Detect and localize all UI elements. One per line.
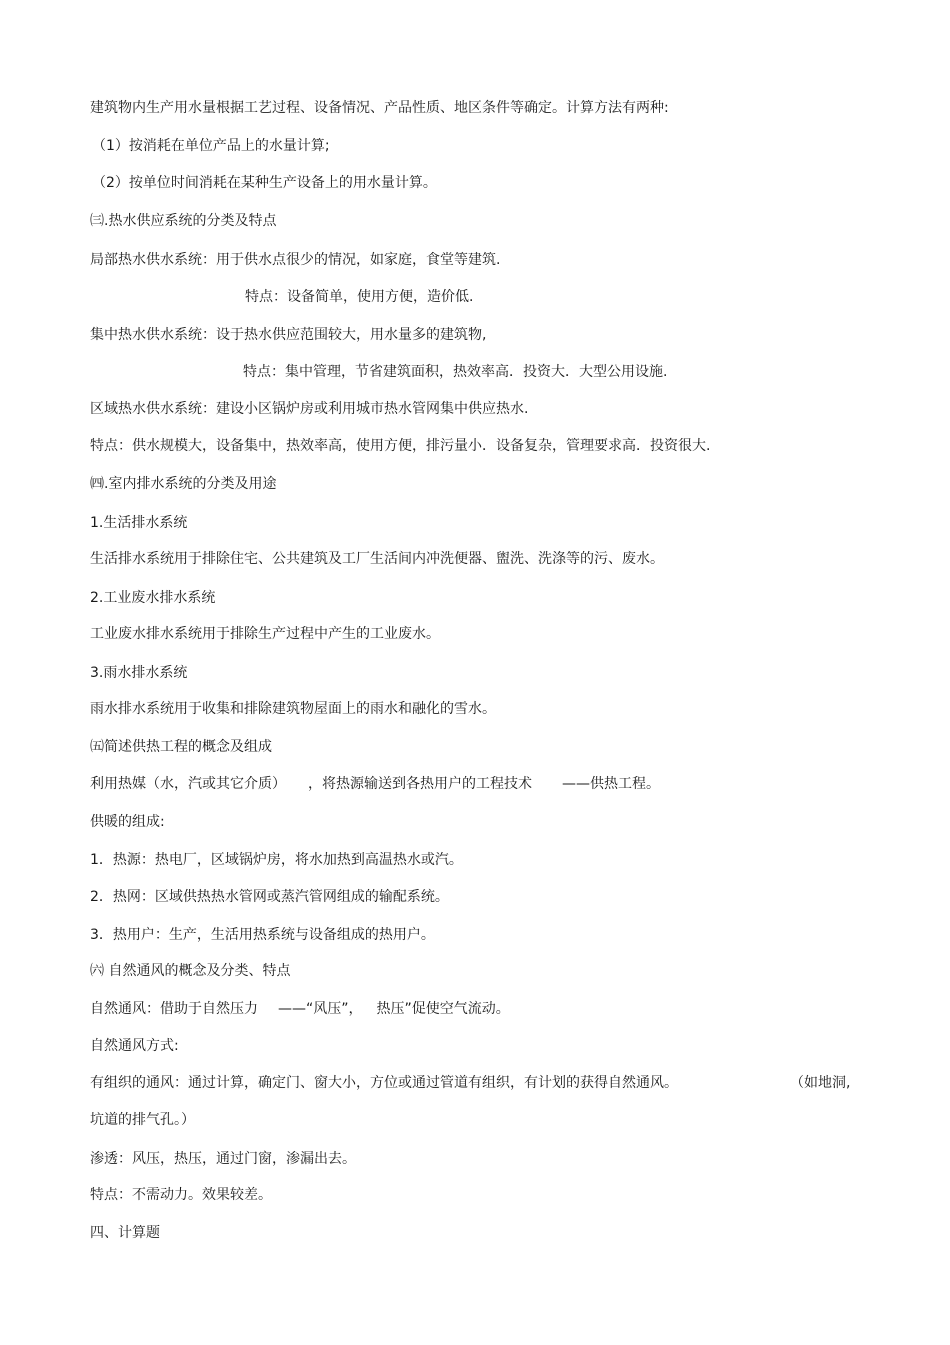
list-item: （1）按消耗在单位产品上的水量计算; — [92, 138, 330, 154]
paragraph-organized-ventilation-note: （如地洞, — [790, 1075, 851, 1091]
list-item: 1．热源：热电厂，区域锅炉房，将水加热到高温热水或汽。 — [90, 852, 463, 868]
paragraph-production-water: 建筑物内生产用水量根据工艺过程、设备情况、产品性质、地区条件等确定。计算方法有两种: — [90, 100, 669, 116]
section-heading: 四、计算题 — [90, 1225, 160, 1241]
paragraph: 特点：集中管理，节省建筑面积，热效率高．投资大．大型公用设施. — [243, 364, 668, 380]
paragraph: 区域热水供水系统：建设小区锅炉房或利用城市热水管网集中供应热水. — [90, 401, 529, 417]
subsection-heading: 1.生活排水系统 — [90, 515, 188, 531]
paragraph: 自然通风方式: — [90, 1038, 179, 1054]
section-heading: ㈣.室内排水系统的分类及用途 — [90, 476, 277, 492]
paragraph: 雨水排水系统用于收集和排除建筑物屋面上的雨水和融化的雪水。 — [90, 701, 496, 717]
paragraph: 特点：供水规模大，设备集中，热效率高，使用方便，排污量小．设备复杂，管理要求高．投资很大. — [90, 438, 711, 454]
text-segment: 自然通风：借助于自然压力 — [90, 1001, 258, 1017]
text-segment: ——“风压”， — [278, 1001, 363, 1017]
section-heading: ㈥ 自然通风的概念及分类、特点 — [90, 963, 291, 979]
section-heading: ㈢.热水供应系统的分类及特点 — [90, 213, 277, 229]
paragraph-organized-ventilation: 有组织的通风：通过计算，确定门、窗大小，方位或通过管道有组织，有计划的获得自然通风。 — [90, 1075, 678, 1091]
subsection-heading: 2.工业废水排水系统 — [90, 590, 216, 606]
paragraph-heat-engineering — [90, 774, 660, 794]
paragraph: 特点：不需动力。效果较差。 — [90, 1187, 272, 1203]
list-item: （2）按单位时间消耗在某种生产设备上的用水量计算。 — [92, 175, 437, 191]
paragraph: 坑道的排气孔。） — [90, 1112, 195, 1128]
subsection-heading: 3.雨水排水系统 — [90, 665, 188, 681]
section-heading: ㈤简述供热工程的概念及组成 — [90, 739, 272, 755]
paragraph: 供暖的组成: — [90, 814, 165, 830]
paragraph: 集中热水供水系统：设于热水供应范围较大，用水量多的建筑物, — [90, 327, 487, 343]
text-segment: 利用热媒（水，汽或其它介质） — [90, 776, 286, 792]
paragraph: 生活排水系统用于排除住宅、公共建筑及工厂生活间内冲洗便器、盥洗、洗涤等的污、废水。 — [90, 551, 664, 567]
paragraph: 工业废水排水系统用于排除生产过程中产生的工业废水。 — [90, 626, 440, 642]
list-item: 2．热网：区域供热热水管网或蒸汽管网组成的输配系统。 — [90, 889, 449, 905]
list-item: 3．热用户：生产，生活用热系统与设备组成的热用户。 — [90, 927, 435, 943]
paragraph: 局部热水供水系统：用于供水点很少的情况，如家庭，食堂等建筑. — [90, 252, 501, 268]
text-segment: ，将热源输送到各热用户的工程技术 — [308, 776, 532, 792]
paragraph: 特点：设备简单，使用方便，造价低. — [245, 289, 474, 305]
paragraph: 渗透：风压，热压，通过门窗，渗漏出去。 — [90, 1151, 356, 1167]
paragraph-natural-ventilation — [90, 999, 510, 1019]
text-segment: ——供热工程。 — [562, 776, 660, 792]
text-segment: 热压”促使空气流动。 — [376, 1001, 510, 1017]
